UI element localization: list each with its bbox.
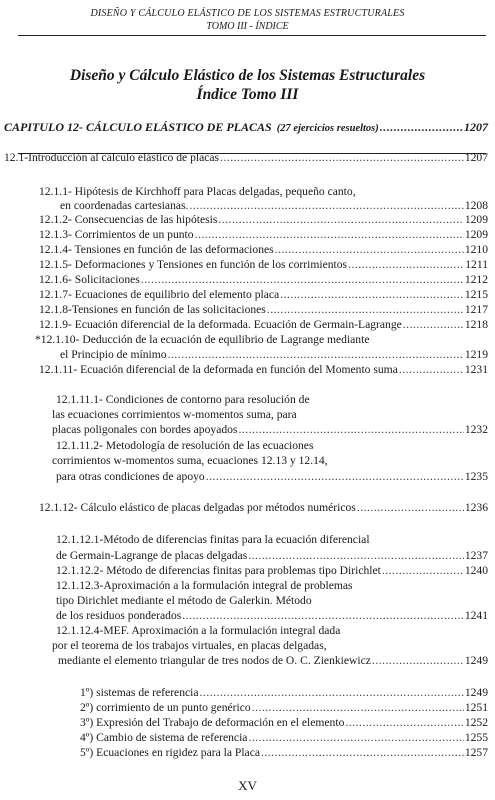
toc-entry-page: 1235 bbox=[464, 470, 488, 483]
toc-entry-page: 1232 bbox=[464, 423, 488, 436]
leader-dots bbox=[403, 318, 464, 332]
toc-entry-page: 1209 bbox=[464, 228, 488, 241]
toc-entry bbox=[39, 258, 488, 272]
chapter-heading bbox=[4, 120, 488, 136]
toc-entry-page: 1257 bbox=[464, 746, 488, 759]
toc-entry-page: 1210 bbox=[464, 243, 488, 256]
toc-entry-label: de los residuos ponderados bbox=[56, 609, 182, 622]
toc-entry bbox=[58, 654, 488, 668]
toc-entry bbox=[39, 303, 488, 317]
toc-entry-label: en coordenadas cartesianas. bbox=[60, 199, 189, 212]
toc-entry bbox=[56, 549, 488, 563]
leader-dots bbox=[168, 348, 464, 362]
toc-entry-page: 1255 bbox=[464, 731, 488, 744]
toc-entry-page: 1237 bbox=[464, 549, 488, 562]
toc-entry bbox=[39, 501, 488, 515]
toc-entry-label: corrimientos w-momentos suma, ecuaciones 12.13 y 12.14, bbox=[52, 454, 328, 467]
toc-entry-label: 2º) corrimiento de un punto genérico bbox=[80, 701, 251, 714]
leader-dots bbox=[382, 564, 464, 578]
toc-entry-label: 4º) Cambio de sistema de referencia bbox=[80, 731, 248, 744]
toc-entry bbox=[39, 318, 488, 332]
toc-entry bbox=[80, 746, 488, 760]
toc-entry-page: 1252 bbox=[464, 716, 488, 729]
leader-dots bbox=[206, 470, 464, 484]
leader-dots bbox=[345, 716, 463, 730]
toc-entry bbox=[39, 288, 488, 302]
toc-entry-label: 12.1.12.4-MEF. Aproximación a la formulación integral dada bbox=[56, 624, 341, 637]
toc-entry-page: 1218 bbox=[464, 318, 488, 331]
toc-entry-page: 1212 bbox=[464, 273, 488, 286]
leader-dots bbox=[248, 731, 463, 745]
toc-entry-page: 1211 bbox=[465, 258, 488, 271]
leader-dots bbox=[238, 423, 463, 437]
toc-entry-page: 1219 bbox=[464, 348, 488, 361]
toc-entry-label: 12.1.11.1- Condiciones de contorno para resolución de bbox=[56, 393, 310, 406]
toc-entry-label: 12.1.7- Ecuaciones de equilibrio del elemento placa bbox=[39, 288, 280, 301]
toc-entry-label: 12.1.1- Hipótesis de Kirchhoff para Placas delgadas, pequeño canto, bbox=[39, 185, 356, 198]
leader-dots bbox=[252, 701, 464, 715]
toc-entry-page: 1217 bbox=[464, 303, 488, 316]
toc-entry-label: 5º) Ecuaciones en rigidez para la Placa bbox=[80, 746, 260, 759]
toc-entry-label: 12.1.6- Solicitaciones bbox=[39, 273, 140, 286]
toc-entry bbox=[39, 363, 488, 377]
toc-entry-label: 12.1.2- Consecuencias de las hipótesis bbox=[39, 213, 218, 226]
toc-entry-label: 12.1.11- Ecuación diferencial de la deformada en función del Momento suma bbox=[39, 363, 398, 376]
toc-entry bbox=[80, 731, 488, 745]
toc-entry-page: 1215 bbox=[464, 288, 488, 301]
toc-entry-label: 12.1.5- Deformaciones y Tensiones en función de los corrimientos bbox=[39, 258, 348, 271]
toc-entry-label: 12.1.9- Ecuación diferencial de la deformada. Ecuación de Germain-Lagrange bbox=[39, 318, 402, 331]
running-header-title: DISEÑO Y CÁLCULO ELÁSTICO DE LOS SISTEMAS ESTRUCTURALES bbox=[90, 8, 405, 19]
leader-dots bbox=[380, 120, 463, 134]
header-rule bbox=[18, 35, 486, 36]
toc-entry bbox=[39, 228, 488, 242]
toc-entry bbox=[80, 701, 488, 715]
page-title: Diseño y Cálculo Elástico de los Sistemas Estructurales bbox=[69, 67, 426, 84]
toc-entry-page: 1208 bbox=[464, 199, 488, 212]
leader-dots bbox=[399, 363, 464, 377]
toc-entry-page: 1236 bbox=[464, 501, 488, 514]
leader-dots bbox=[348, 258, 464, 272]
toc-entry-label: 12.1.12.3-Aproximación a la formulación integral de problemas bbox=[56, 579, 353, 592]
toc-entry-label: mediante el elemento triangular de tres nodos de O. C. Zienkiewicz bbox=[58, 654, 371, 667]
page-number: XV bbox=[238, 778, 257, 793]
toc-entry-label: *12.1.10- Deducción de la ecuación de equilibrio de Lagrange mediante bbox=[35, 333, 370, 346]
toc-entry-label: el Principio de mínimo bbox=[60, 348, 167, 361]
leader-dots bbox=[182, 609, 464, 623]
toc-entry-page: 1207 bbox=[464, 151, 488, 164]
toc-entry bbox=[39, 243, 488, 257]
page-subtitle: Índice Tomo III bbox=[196, 86, 299, 103]
toc-entry-label: 12.1.11.2- Metodología de resolución de las ecuaciones bbox=[56, 439, 314, 452]
toc-entry-label: 12.1.3- Corrimientos de un punto bbox=[39, 228, 194, 241]
leader-dots bbox=[220, 151, 464, 165]
leader-dots bbox=[267, 303, 464, 317]
leader-dots bbox=[195, 228, 464, 242]
leader-dots bbox=[280, 288, 464, 302]
chapter-note: (27 ejercicios resueltos) bbox=[276, 123, 379, 134]
toc-entry bbox=[39, 273, 488, 287]
toc-entry-label: 12.1.8-Tensiones en función de las solicitaciones bbox=[39, 303, 266, 316]
toc-entry bbox=[56, 609, 488, 623]
leader-dots bbox=[200, 686, 464, 700]
toc-entry-label: 12.1.12- Cálculo elástico de placas delgadas por métodos numéricos bbox=[39, 501, 356, 514]
leader-dots bbox=[141, 273, 464, 287]
toc-entry bbox=[60, 199, 488, 213]
toc-entry-label: las ecuaciones corrimientos w-momentos suma, para bbox=[52, 408, 297, 421]
leader-dots bbox=[261, 746, 464, 760]
leader-dots bbox=[218, 213, 463, 227]
toc-entry bbox=[4, 151, 488, 165]
toc-entry-label: placas poligonales con bordes apoyados bbox=[52, 423, 238, 436]
toc-entry-label: de Germain-Lagrange de placas delgadas bbox=[56, 549, 248, 562]
chapter-page: 1207 bbox=[464, 120, 488, 134]
toc-entry bbox=[52, 423, 488, 437]
toc-entry-label: tipo Dirichlet mediante el método de Galerkin. Método bbox=[56, 594, 312, 607]
toc-entry bbox=[80, 686, 488, 700]
leader-dots bbox=[372, 654, 464, 668]
toc-entry-page: 1209 bbox=[464, 213, 488, 226]
toc-entry-label: 12.1.4- Tensiones en función de las deformaciones bbox=[39, 243, 274, 256]
toc-entry-page: 1249 bbox=[464, 654, 488, 667]
toc-entry bbox=[80, 716, 488, 730]
toc-entry-page: 1241 bbox=[464, 609, 488, 622]
toc-entry-label: 12.1-Introducción al cálculo elástico de placas bbox=[4, 151, 220, 164]
toc-entry bbox=[60, 348, 488, 362]
toc-entry-label: 12.1.12.2- Método de diferencias finitas para problemas tipo Dirichlet bbox=[56, 564, 381, 577]
leader-dots bbox=[357, 501, 464, 515]
toc-entry bbox=[56, 470, 488, 484]
toc-entry-label: para otras condiciones de apoyo bbox=[56, 470, 205, 483]
toc-entry-page: 1231 bbox=[464, 363, 488, 376]
chapter-label: CAPITULO 12- CÁLCULO ELÁSTICO DE PLACAS bbox=[4, 120, 272, 134]
running-header-subtitle: TOMO III - ÍNDICE bbox=[206, 21, 289, 32]
toc-entry bbox=[56, 564, 488, 578]
toc-entry-page: 1249 bbox=[464, 686, 488, 699]
toc-entry-page: 1251 bbox=[464, 701, 488, 714]
toc-entry-page: 1240 bbox=[464, 564, 488, 577]
toc-entry-label: 1º) sistemas de referencia bbox=[80, 686, 199, 699]
toc-entry-label: por el teorema de los trabajos virtuales, en placas delgadas, bbox=[52, 639, 327, 652]
leader-dots bbox=[275, 243, 464, 257]
toc-entry bbox=[39, 213, 488, 227]
toc-entry-label: 3º) Expresión del Trabajo de deformación en el elemento bbox=[80, 716, 345, 729]
toc-entry-label: 12.1.12.1-Método de diferencias finitas para la ecuación diferencial bbox=[56, 533, 370, 546]
leader-dots bbox=[248, 549, 464, 563]
leader-dots bbox=[189, 199, 463, 213]
